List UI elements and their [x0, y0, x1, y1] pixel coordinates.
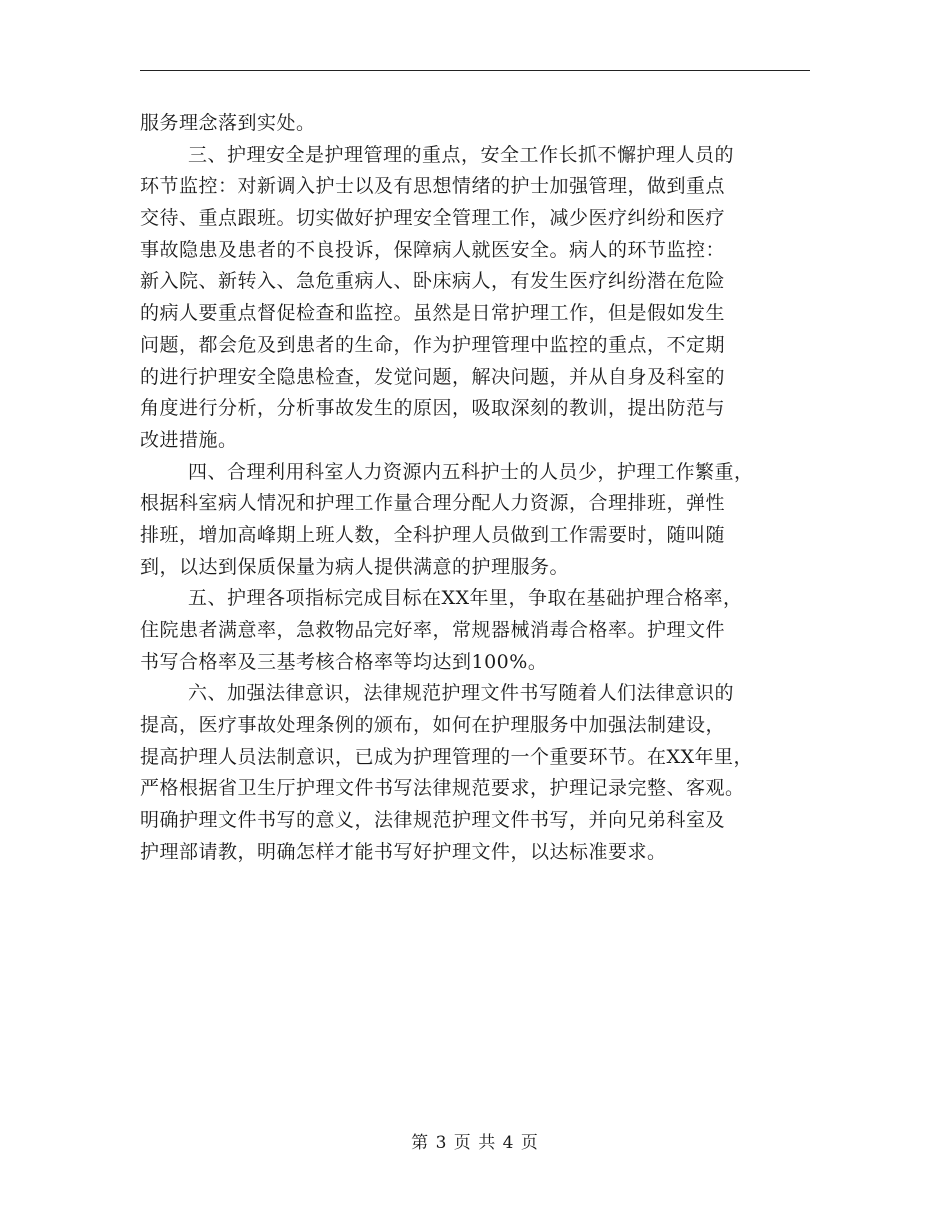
text-line: 问题，都会危及到患者的生命，作为护理管理中监控的重点，不定期	[140, 333, 726, 356]
text-line: 角度进行分析，分析事故发生的原因，吸取深刻的教训，提出防范与	[140, 397, 726, 420]
text-line: 到，以达到保质保量为病人提供满意的护理服务。	[140, 555, 570, 578]
text-line: 交待、重点跟班。切实做好护理安全管理工作，减少医疗纠纷和医疗	[140, 207, 726, 230]
text-line: 提高，医疗事故处理条例的颁布，如何在护理服务中加强法制建设，	[140, 714, 726, 737]
text-line: 三、护理安全是护理管理的重点，安全工作长抓不懈护理人员的	[188, 143, 735, 166]
text-line: 服务理念落到实处。	[140, 112, 316, 134]
text-line: 书写合格率及三基考核合格率等均达到100%。	[140, 650, 548, 673]
text-line: 护理部请教，明确怎样才能书写好护理文件，以达标准要求。	[140, 840, 667, 863]
text-line: 提高护理人员法制意识，已成为护理管理的一个重要环节。在XX年里，	[140, 745, 754, 768]
text-line: 环节监控：对新调入护士以及有思想情绪的护士加强管理，做到重点	[140, 175, 726, 198]
text-line: 事故隐患及患者的不良投诉，保障病人就医安全。病人的环节监控：	[140, 238, 726, 261]
text-line: 的病人要重点督促检查和监控。虽然是日常护理工作，但是假如发生	[140, 302, 726, 325]
text-line: 四、合理利用科室人力资源内五科护士的人员少，护理工作繁重，	[188, 460, 754, 483]
text-line: 六、加强法律意识，法律规范护理文件书写随着人们法律意识的	[188, 682, 735, 705]
text-line: 明确护理文件书写的意义，法律规范护理文件书写，并向兄弟科室及	[140, 809, 726, 832]
header-rule	[140, 70, 810, 71]
text-line: 改进措施。	[140, 428, 238, 451]
text-line: 的进行护理安全隐患检查，发觉问题，解决问题，并从自身及科室的	[140, 365, 726, 388]
page-footer: 第 3 页 共 4 页	[411, 1133, 539, 1153]
text-line: 排班，增加高峰期上班人数，全科护理人员做到工作需要时，随叫随	[140, 523, 726, 546]
text-line: 根据科室病人情况和护理工作量合理分配人力资源，合理排班，弹性	[140, 492, 726, 515]
text-line: 新入院、新转入、急危重病人、卧床病人，有发生医疗纠纷潜在危险	[140, 270, 726, 293]
document-body	[140, 108, 815, 869]
text-line: 五、护理各项指标完成目标在XX年里，争取在基础护理合格率，	[188, 587, 743, 610]
text-line: 住院患者满意率，急救物品完好率，常规器械消毒合格率。护理文件	[140, 619, 726, 641]
text-line: 严格根据省卫生厅护理文件书写法律规范要求，护理记录完整、客观。	[140, 777, 745, 800]
